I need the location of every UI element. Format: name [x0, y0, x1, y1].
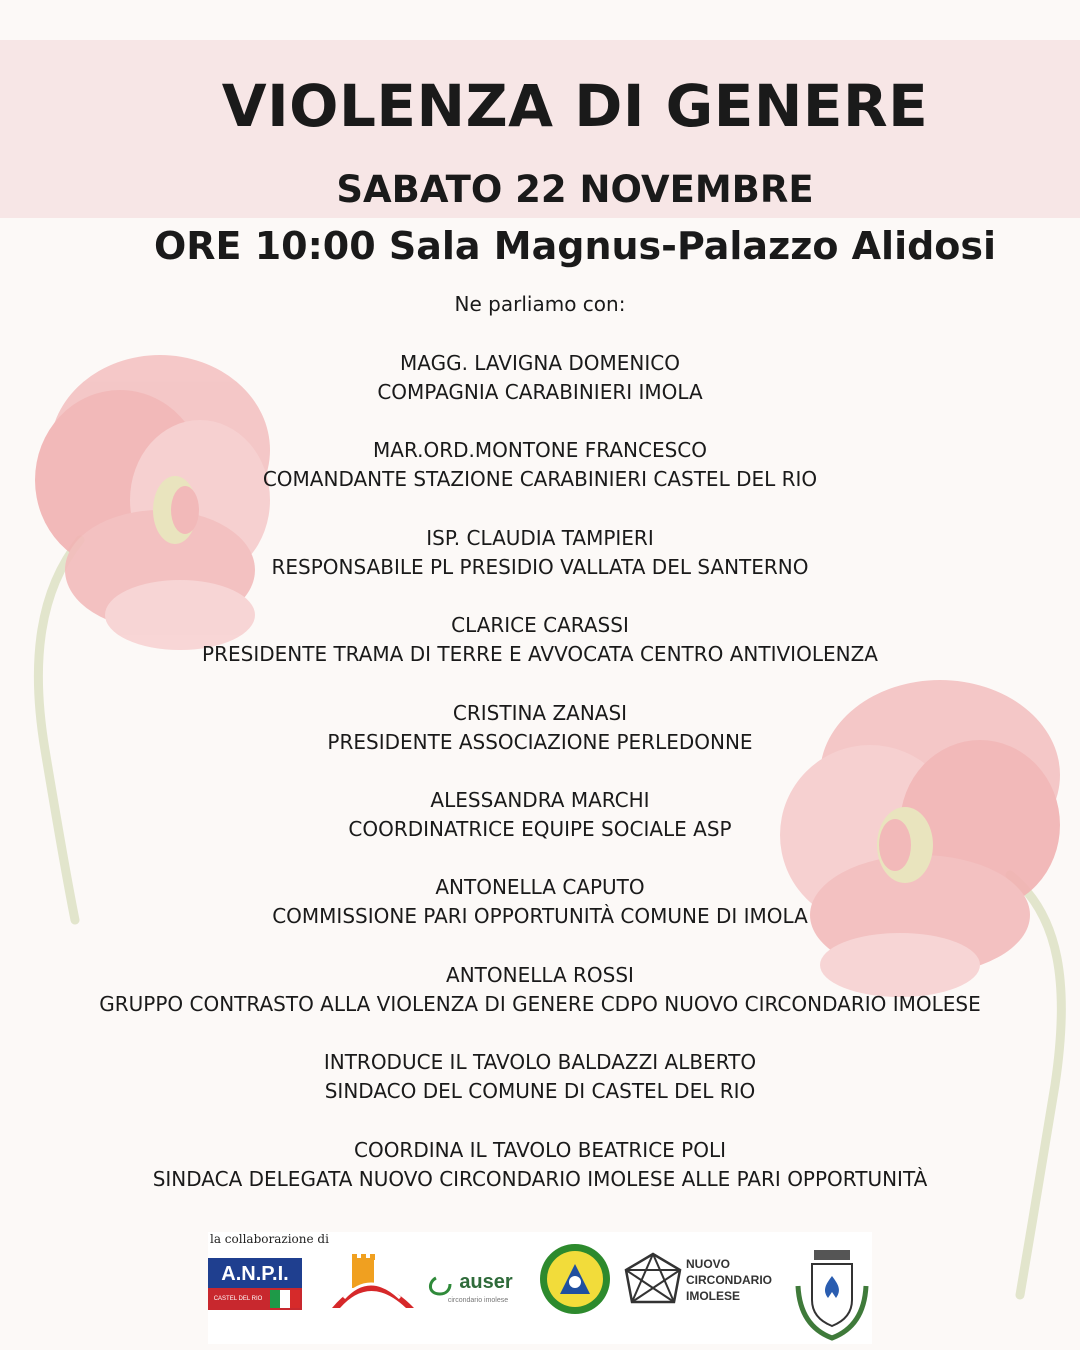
speaker-entry: [0, 349, 1080, 436]
intro-text: Ne parliamo con:: [454, 292, 626, 316]
circondario-line-3: IMOLESE: [686, 1289, 741, 1303]
anpi-logo-subtext: CASTEL DEL RIO: [213, 1296, 263, 1302]
speaker-role: GRUPPO CONTRASTO ALLA VIOLENZA DI GENERE CDPO NUOVO CIRCONDARIO IMOLESE: [99, 991, 981, 1016]
speaker-role: COMANDANTE STAZIONE CARABINIERI CASTEL DEL RIO: [262, 467, 818, 492]
auser-logo-text: auser: [459, 1271, 513, 1293]
circondario-line-1: NUOVO: [686, 1257, 731, 1271]
speaker-entry: [0, 786, 1080, 873]
speaker-role: COORDINATRICE EQUIPE SOCIALE ASP: [348, 816, 732, 841]
speaker-role: COMMISSIONE PARI OPPORTUNITÀ COMUNE DI IMOLA: [272, 904, 808, 929]
event-date: SABATO 22 NOVEMBRE: [336, 168, 814, 211]
round-emblem-logo: [538, 1242, 612, 1316]
speaker-entry: [0, 436, 1080, 523]
circondario-line-2: CIRCONDARIO: [686, 1273, 772, 1287]
speaker-name: ANTONELLA CAPUTO: [435, 875, 645, 900]
speaker-entry: [0, 524, 1080, 611]
speaker-entry: [0, 1136, 1080, 1223]
partner-logos: [208, 1232, 872, 1344]
speaker-name: ALESSANDRA MARCHI: [430, 787, 650, 812]
speaker-role: PRESIDENTE ASSOCIAZIONE PERLEDONNE: [327, 729, 753, 754]
speaker-name: INTRODUCE IL TAVOLO BALDAZZI ALBERTO: [323, 1050, 757, 1075]
event-time-place: ORE 10:00 Sala Magnus-Palazzo Alidosi: [153, 224, 997, 268]
speaker-entry: [0, 873, 1080, 960]
coat-of-arms-logo: [792, 1246, 872, 1342]
speaker-name: MAGG. LAVIGNA DOMENICO: [400, 351, 680, 375]
speaker-name: ISP. CLAUDIA TAMPIERI: [426, 525, 654, 550]
speaker-role: SINDACO DEL COMUNE DI CASTEL DEL RIO: [324, 1079, 756, 1104]
speaker-role: PRESIDENTE TRAMA DI TERRE E AVVOCATA CENTRO ANTIVIOLENZA: [202, 642, 878, 667]
speaker-entry: [0, 1048, 1080, 1135]
speaker-name: COORDINA IL TAVOLO BEATRICE POLI: [353, 1137, 726, 1162]
speaker-entry: [0, 699, 1080, 786]
speaker-entry: [0, 961, 1080, 1048]
speaker-role: RESPONSABILE PL PRESIDIO VALLATA DEL SANTERNO: [271, 554, 809, 579]
speaker-role: COMPAGNIA CARABINIERI IMOLA: [377, 380, 703, 404]
speaker-name: CRISTINA ZANASI: [452, 700, 628, 725]
collaboration-label: la collaborazione di: [210, 1232, 329, 1246]
anpi-logo-text: A.N.P.I.: [221, 1263, 289, 1285]
event-title: VIOLENZA DI GENERE: [221, 72, 929, 140]
circondario-logo-text: [684, 1254, 784, 1308]
auser-logo-subtext: circondario imolese: [447, 1297, 509, 1304]
speaker-role: SINDACA DELEGATA NUOVO CIRCONDARIO IMOLESE ALLE PARI OPPORTUNITÀ: [152, 1166, 928, 1191]
auser-logo: [426, 1260, 522, 1308]
circondario-geometric-icon: [620, 1250, 686, 1312]
bridge-castle-logo: [330, 1252, 416, 1312]
speaker-name: CLARICE CARASSI: [451, 613, 629, 638]
speaker-name: ANTONELLA ROSSI: [446, 962, 634, 987]
anpi-logo: [208, 1258, 302, 1310]
speaker-name: MAR.ORD.MONTONE FRANCESCO: [373, 438, 707, 463]
speaker-list: [0, 349, 1080, 1223]
speaker-entry: [0, 611, 1080, 698]
